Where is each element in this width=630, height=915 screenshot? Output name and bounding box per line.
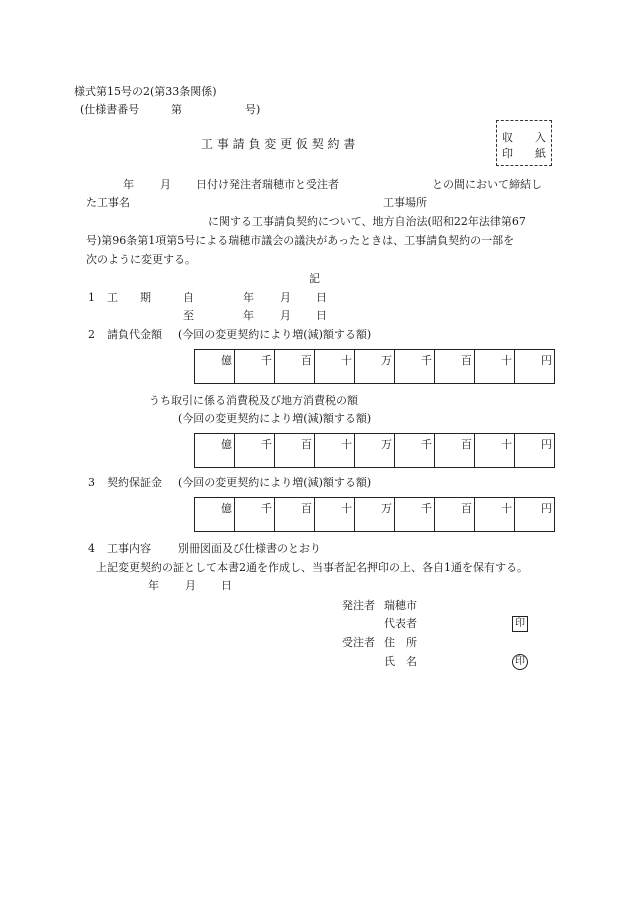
orderer-name: 瑞穂市 bbox=[384, 599, 417, 612]
amount-cell[interactable] bbox=[435, 434, 475, 467]
section4-label: 工事内容 bbox=[107, 542, 151, 555]
section3-number: 3 bbox=[88, 476, 95, 489]
revenue-stamp-box bbox=[496, 120, 552, 166]
date-month: 月 bbox=[185, 579, 196, 592]
unit-label: 千 bbox=[421, 354, 432, 367]
section2-note: (今回の変更契約により増(減)額する額) bbox=[178, 328, 372, 341]
unit-label: 円 bbox=[541, 502, 552, 515]
amount-cell[interactable] bbox=[515, 434, 554, 467]
amount-cell[interactable] bbox=[275, 350, 315, 383]
stamp-char: 収 bbox=[502, 131, 513, 144]
stamp-char: 入 bbox=[535, 131, 546, 144]
intro-line3: に関する工事請負契約について、地方自治法(昭和22年法律第67 bbox=[208, 215, 526, 228]
section1-label: 工 期 bbox=[107, 291, 151, 304]
unit-label: 億 bbox=[221, 502, 232, 515]
amount-cell[interactable] bbox=[195, 350, 235, 383]
unit-label: 千 bbox=[261, 354, 272, 367]
orderer-label: 発注者 bbox=[342, 599, 375, 612]
intro-line4: 号)第96条第1項第5号による瑞穂市議会の議決があったときは、工事請負契約の一部を bbox=[86, 234, 515, 247]
section2-number: 2 bbox=[88, 328, 95, 341]
section1-from: 自 bbox=[183, 291, 194, 304]
form-number: 様式第15号の2(第33条関係) bbox=[74, 85, 217, 98]
contract-amount-box[interactable] bbox=[194, 349, 555, 384]
closing-statement: 上記変更契約の証として本書2通を作成し、当事者記名押印の上、各自1通を保有する。 bbox=[96, 561, 528, 574]
unit-label: 百 bbox=[461, 438, 472, 451]
section1-number: 1 bbox=[88, 291, 95, 304]
name-label: 氏 名 bbox=[384, 655, 417, 668]
unit-label: 百 bbox=[301, 354, 312, 367]
intro-month: 月 bbox=[160, 178, 171, 191]
unit-label: 万 bbox=[381, 502, 392, 515]
date-year: 年 bbox=[148, 579, 159, 592]
section4-number: 4 bbox=[88, 542, 95, 555]
spec-number-suffix: 号) bbox=[245, 103, 261, 116]
intro-year: 年 bbox=[123, 178, 134, 191]
unit-label: 万 bbox=[381, 354, 392, 367]
amount-cell[interactable] bbox=[395, 498, 435, 531]
amount-cell[interactable] bbox=[395, 350, 435, 383]
amount-cell[interactable] bbox=[475, 498, 515, 531]
unit-label: 万 bbox=[381, 438, 392, 451]
unit-label: 十 bbox=[341, 354, 352, 367]
unit-label: 百 bbox=[301, 438, 312, 451]
address-label: 住 所 bbox=[384, 636, 417, 649]
amount-cell[interactable] bbox=[475, 434, 515, 467]
section1-year: 年 bbox=[243, 309, 254, 322]
unit-label: 億 bbox=[221, 438, 232, 451]
square-seal-icon: 印 bbox=[512, 616, 528, 632]
unit-label: 千 bbox=[421, 502, 432, 515]
section1-month: 月 bbox=[280, 291, 291, 304]
unit-label: 十 bbox=[501, 502, 512, 515]
stamp-char: 印 bbox=[502, 147, 513, 160]
amount-cell[interactable] bbox=[355, 350, 395, 383]
amount-cell[interactable] bbox=[435, 498, 475, 531]
amount-cell[interactable] bbox=[355, 434, 395, 467]
intro-line2-place: 工事場所 bbox=[383, 196, 427, 209]
amount-cell[interactable] bbox=[235, 434, 275, 467]
spec-number-prefix: (仕様書番号 bbox=[80, 103, 140, 116]
date-day: 日 bbox=[221, 579, 232, 592]
amount-cell[interactable] bbox=[475, 350, 515, 383]
tax-label: うち取引に係る消費税及び地方消費税の額 bbox=[149, 394, 358, 407]
deposit-amount-box[interactable] bbox=[194, 497, 555, 532]
section1-month: 月 bbox=[280, 309, 291, 322]
intro-end: との間において締結し bbox=[432, 178, 542, 191]
section3-note: (今回の変更契約により増(減)額する額) bbox=[178, 476, 372, 489]
unit-label: 円 bbox=[541, 438, 552, 451]
section1-year: 年 bbox=[243, 291, 254, 304]
unit-label: 千 bbox=[421, 438, 432, 451]
intro-text: 日付け発注者瑞穂市と受注者 bbox=[196, 178, 339, 191]
amount-cell[interactable] bbox=[235, 350, 275, 383]
spec-number-dai: 第 bbox=[171, 103, 182, 116]
section3-label: 契約保証金 bbox=[107, 476, 162, 489]
unit-label: 円 bbox=[541, 354, 552, 367]
section1-day: 日 bbox=[316, 309, 327, 322]
unit-label: 十 bbox=[501, 354, 512, 367]
tax-note: (今回の変更契約により増(減)額する額) bbox=[178, 412, 372, 425]
unit-label: 千 bbox=[261, 438, 272, 451]
representative-label: 代表者 bbox=[384, 617, 417, 630]
unit-label: 百 bbox=[301, 502, 312, 515]
section1-to: 至 bbox=[183, 309, 194, 322]
round-seal-icon: 印 bbox=[512, 654, 528, 670]
tax-amount-box[interactable] bbox=[194, 433, 555, 468]
ki-heading: 記 bbox=[309, 272, 320, 285]
amount-cell[interactable] bbox=[275, 498, 315, 531]
amount-cell[interactable] bbox=[195, 434, 235, 467]
amount-cell[interactable] bbox=[515, 350, 554, 383]
unit-label: 十 bbox=[341, 502, 352, 515]
unit-label: 千 bbox=[261, 502, 272, 515]
document-title: 工 事 請 負 変 更 仮 契 約 書 bbox=[201, 137, 356, 151]
amount-cell[interactable] bbox=[315, 350, 355, 383]
amount-cell[interactable] bbox=[355, 498, 395, 531]
amount-cell[interactable] bbox=[315, 434, 355, 467]
unit-label: 十 bbox=[341, 438, 352, 451]
amount-cell[interactable] bbox=[235, 498, 275, 531]
unit-label: 十 bbox=[501, 438, 512, 451]
section1-day: 日 bbox=[316, 291, 327, 304]
unit-label: 百 bbox=[461, 354, 472, 367]
intro-line2-start: た工事名 bbox=[86, 196, 130, 209]
intro-line5: 次のように変更する。 bbox=[86, 253, 196, 266]
amount-cell[interactable] bbox=[195, 498, 235, 531]
amount-cell[interactable] bbox=[435, 350, 475, 383]
stamp-char: 紙 bbox=[535, 147, 546, 160]
amount-cell[interactable] bbox=[275, 434, 315, 467]
unit-label: 億 bbox=[221, 354, 232, 367]
unit-label: 百 bbox=[461, 502, 472, 515]
amount-cell[interactable] bbox=[515, 498, 554, 531]
section4-content: 別冊図面及び仕様書のとおり bbox=[178, 542, 321, 555]
amount-cell[interactable] bbox=[315, 498, 355, 531]
amount-cell[interactable] bbox=[395, 434, 435, 467]
contractor-label: 受注者 bbox=[342, 636, 375, 649]
section2-label: 請負代金額 bbox=[107, 328, 162, 341]
